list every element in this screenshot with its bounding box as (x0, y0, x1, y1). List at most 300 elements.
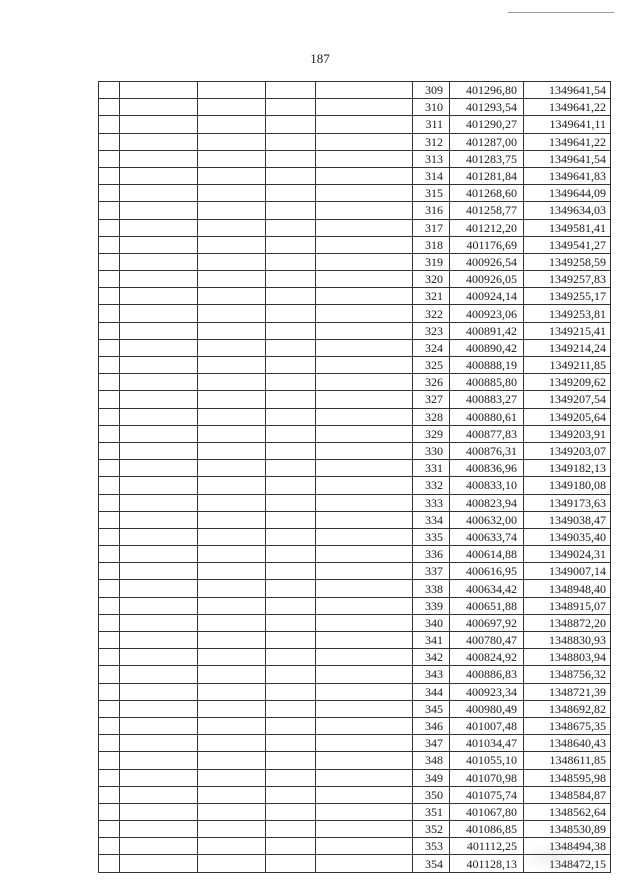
x-coordinate-cell: 400891,42 (450, 322, 524, 339)
point-number-cell: 336 (413, 546, 450, 563)
empty-cell (316, 99, 413, 116)
point-number-cell: 334 (413, 511, 450, 528)
empty-cell (120, 838, 198, 855)
point-number-cell: 323 (413, 322, 450, 339)
empty-cell (316, 563, 413, 580)
empty-cell (99, 339, 120, 356)
empty-cell (266, 511, 316, 528)
x-coordinate-cell: 400634,42 (450, 580, 524, 597)
x-coordinate-cell: 400876,31 (450, 442, 524, 459)
empty-cell (266, 116, 316, 133)
table-row (99, 752, 611, 769)
empty-cell (120, 803, 198, 820)
point-number-cell: 312 (413, 133, 450, 150)
x-coordinate-cell: 401128,13 (450, 855, 524, 872)
empty-cell (198, 803, 266, 820)
empty-cell (99, 167, 120, 184)
empty-cell (198, 838, 266, 855)
point-number-cell: 330 (413, 442, 450, 459)
empty-cell (316, 425, 413, 442)
empty-cell (120, 460, 198, 477)
empty-cell (198, 546, 266, 563)
point-number-cell: 320 (413, 271, 450, 288)
empty-cell (266, 803, 316, 820)
empty-cell (266, 700, 316, 717)
empty-cell (266, 253, 316, 270)
empty-cell (99, 99, 120, 116)
point-number-cell: 328 (413, 408, 450, 425)
point-number-cell: 315 (413, 185, 450, 202)
empty-cell (99, 563, 120, 580)
empty-cell (99, 236, 120, 253)
table-row (99, 82, 611, 99)
x-coordinate-cell: 400890,42 (450, 339, 524, 356)
scan-smudge (520, 842, 590, 872)
empty-cell (120, 202, 198, 219)
empty-cell (316, 374, 413, 391)
table-row (99, 322, 611, 339)
x-coordinate-cell: 400923,06 (450, 305, 524, 322)
empty-cell (198, 649, 266, 666)
empty-cell (198, 425, 266, 442)
y-coordinate-cell: 1348872,20 (524, 614, 611, 631)
empty-cell (266, 769, 316, 786)
table-row (99, 494, 611, 511)
x-coordinate-cell: 400632,00 (450, 511, 524, 528)
empty-cell (99, 442, 120, 459)
point-number-cell: 337 (413, 563, 450, 580)
empty-cell (99, 528, 120, 545)
y-coordinate-cell: 1349203,07 (524, 442, 611, 459)
empty-cell (198, 219, 266, 236)
empty-cell (316, 322, 413, 339)
table-row (99, 632, 611, 649)
x-coordinate-cell: 401287,00 (450, 133, 524, 150)
empty-cell (316, 477, 413, 494)
point-number-cell: 318 (413, 236, 450, 253)
table-row (99, 374, 611, 391)
point-number-cell: 350 (413, 786, 450, 803)
empty-cell (316, 116, 413, 133)
y-coordinate-cell: 1348595,98 (524, 769, 611, 786)
empty-cell (120, 99, 198, 116)
point-number-cell: 344 (413, 683, 450, 700)
empty-cell (198, 202, 266, 219)
empty-cell (266, 735, 316, 752)
table-row (99, 150, 611, 167)
empty-cell (99, 202, 120, 219)
empty-cell (266, 236, 316, 253)
empty-cell (99, 683, 120, 700)
point-number-cell: 322 (413, 305, 450, 322)
empty-cell (99, 855, 120, 872)
empty-cell (198, 855, 266, 872)
point-number-cell: 327 (413, 391, 450, 408)
empty-cell (120, 563, 198, 580)
empty-cell (316, 82, 413, 99)
empty-cell (316, 683, 413, 700)
x-coordinate-cell: 400886,83 (450, 666, 524, 683)
empty-cell (316, 271, 413, 288)
table-row (99, 116, 611, 133)
empty-cell (316, 150, 413, 167)
x-coordinate-cell: 400980,49 (450, 700, 524, 717)
empty-cell (266, 339, 316, 356)
empty-cell (120, 185, 198, 202)
empty-cell (99, 614, 120, 631)
empty-cell (99, 752, 120, 769)
table-row (99, 769, 611, 786)
x-coordinate-cell: 400880,61 (450, 408, 524, 425)
y-coordinate-cell: 1348611,85 (524, 752, 611, 769)
x-coordinate-cell: 401034,47 (450, 735, 524, 752)
table-row (99, 460, 611, 477)
table-row (99, 305, 611, 322)
table-row (99, 357, 611, 374)
empty-cell (120, 305, 198, 322)
empty-cell (266, 82, 316, 99)
x-coordinate-cell: 401258,77 (450, 202, 524, 219)
empty-cell (120, 494, 198, 511)
empty-cell (198, 236, 266, 253)
empty-cell (198, 735, 266, 752)
x-coordinate-cell: 400823,94 (450, 494, 524, 511)
y-coordinate-cell: 1349258,59 (524, 253, 611, 270)
empty-cell (266, 477, 316, 494)
x-coordinate-cell: 401212,20 (450, 219, 524, 236)
point-number-cell: 346 (413, 717, 450, 734)
empty-cell (316, 408, 413, 425)
table-row (99, 528, 611, 545)
empty-cell (266, 666, 316, 683)
y-coordinate-cell: 1349024,31 (524, 546, 611, 563)
x-coordinate-cell: 400883,27 (450, 391, 524, 408)
y-coordinate-cell: 1349215,41 (524, 322, 611, 339)
empty-cell (99, 408, 120, 425)
empty-cell (198, 460, 266, 477)
table-row (99, 511, 611, 528)
empty-cell (266, 546, 316, 563)
point-number-cell: 341 (413, 632, 450, 649)
empty-cell (99, 838, 120, 855)
empty-cell (266, 821, 316, 838)
point-number-cell: 333 (413, 494, 450, 511)
empty-cell (99, 219, 120, 236)
empty-cell (120, 546, 198, 563)
x-coordinate-cell: 401055,10 (450, 752, 524, 769)
empty-cell (198, 322, 266, 339)
empty-cell (266, 632, 316, 649)
empty-cell (99, 632, 120, 649)
point-number-cell: 335 (413, 528, 450, 545)
empty-cell (316, 803, 413, 820)
x-coordinate-cell: 401268,60 (450, 185, 524, 202)
x-coordinate-cell: 400877,83 (450, 425, 524, 442)
empty-cell (266, 357, 316, 374)
empty-cell (99, 786, 120, 803)
y-coordinate-cell: 1349253,81 (524, 305, 611, 322)
point-number-cell: 319 (413, 253, 450, 270)
y-coordinate-cell: 1349641,54 (524, 150, 611, 167)
empty-cell (316, 391, 413, 408)
y-coordinate-cell: 1349035,40 (524, 528, 611, 545)
empty-cell (99, 700, 120, 717)
table-row (99, 580, 611, 597)
empty-cell (316, 511, 413, 528)
empty-cell (120, 649, 198, 666)
empty-cell (198, 391, 266, 408)
empty-cell (99, 597, 120, 614)
empty-cell (120, 855, 198, 872)
y-coordinate-cell: 1349641,22 (524, 99, 611, 116)
point-number-cell: 352 (413, 821, 450, 838)
empty-cell (120, 322, 198, 339)
empty-cell (316, 821, 413, 838)
empty-cell (120, 666, 198, 683)
empty-cell (316, 219, 413, 236)
empty-cell (266, 442, 316, 459)
empty-cell (198, 580, 266, 597)
empty-cell (99, 391, 120, 408)
y-coordinate-cell: 1349203,91 (524, 425, 611, 442)
empty-cell (198, 700, 266, 717)
y-coordinate-cell: 1348948,40 (524, 580, 611, 597)
point-number-cell: 342 (413, 649, 450, 666)
empty-cell (266, 752, 316, 769)
table-row (99, 167, 611, 184)
empty-cell (198, 821, 266, 838)
empty-cell (198, 597, 266, 614)
table-row (99, 133, 611, 150)
empty-cell (99, 546, 120, 563)
x-coordinate-cell: 400780,47 (450, 632, 524, 649)
y-coordinate-cell: 1348584,87 (524, 786, 611, 803)
empty-cell (198, 563, 266, 580)
empty-cell (198, 82, 266, 99)
x-coordinate-cell: 400888,19 (450, 357, 524, 374)
empty-cell (266, 219, 316, 236)
table-row (99, 99, 611, 116)
empty-cell (198, 99, 266, 116)
empty-cell (266, 494, 316, 511)
x-coordinate-cell: 401075,74 (450, 786, 524, 803)
y-coordinate-cell: 1348692,82 (524, 700, 611, 717)
empty-cell (198, 752, 266, 769)
empty-cell (99, 288, 120, 305)
empty-cell (316, 769, 413, 786)
y-coordinate-cell: 1349209,62 (524, 374, 611, 391)
point-number-cell: 314 (413, 167, 450, 184)
empty-cell (316, 185, 413, 202)
coordinates-table (98, 81, 611, 873)
empty-cell (266, 99, 316, 116)
y-coordinate-cell: 1348803,94 (524, 649, 611, 666)
empty-cell (120, 374, 198, 391)
point-number-cell: 347 (413, 735, 450, 752)
empty-cell (198, 374, 266, 391)
y-coordinate-cell: 1348562,64 (524, 803, 611, 820)
table-row (99, 597, 611, 614)
x-coordinate-cell: 401296,80 (450, 82, 524, 99)
table-row (99, 700, 611, 717)
empty-cell (316, 855, 413, 872)
table-row (99, 271, 611, 288)
empty-cell (120, 167, 198, 184)
empty-cell (266, 305, 316, 322)
point-number-cell: 311 (413, 116, 450, 133)
empty-cell (99, 116, 120, 133)
point-number-cell: 329 (413, 425, 450, 442)
x-coordinate-cell: 400697,92 (450, 614, 524, 631)
table-row (99, 821, 611, 838)
empty-cell (198, 357, 266, 374)
y-coordinate-cell: 1348472,15 (524, 855, 611, 872)
empty-cell (99, 253, 120, 270)
y-coordinate-cell: 1349581,41 (524, 219, 611, 236)
point-number-cell: 339 (413, 597, 450, 614)
empty-cell (99, 717, 120, 734)
point-number-cell: 324 (413, 339, 450, 356)
empty-cell (198, 683, 266, 700)
point-number-cell: 340 (413, 614, 450, 631)
x-coordinate-cell: 400836,96 (450, 460, 524, 477)
empty-cell (316, 528, 413, 545)
empty-cell (316, 357, 413, 374)
point-number-cell: 353 (413, 838, 450, 855)
table-row (99, 717, 611, 734)
empty-cell (316, 546, 413, 563)
empty-cell (99, 649, 120, 666)
page-number: 187 (310, 51, 330, 66)
y-coordinate-cell: 1348756,32 (524, 666, 611, 683)
empty-cell (266, 855, 316, 872)
empty-cell (99, 305, 120, 322)
table-row (99, 666, 611, 683)
table-row (99, 391, 611, 408)
table-row (99, 563, 611, 580)
empty-cell (316, 666, 413, 683)
empty-cell (120, 425, 198, 442)
empty-cell (99, 460, 120, 477)
x-coordinate-cell: 400651,88 (450, 597, 524, 614)
x-coordinate-cell: 400824,92 (450, 649, 524, 666)
empty-cell (198, 253, 266, 270)
empty-cell (316, 305, 413, 322)
x-coordinate-cell: 401293,54 (450, 99, 524, 116)
point-number-cell: 332 (413, 477, 450, 494)
y-coordinate-cell: 1349007,14 (524, 563, 611, 580)
empty-cell (198, 786, 266, 803)
empty-cell (120, 614, 198, 631)
point-number-cell: 326 (413, 374, 450, 391)
empty-cell (266, 425, 316, 442)
empty-cell (120, 408, 198, 425)
x-coordinate-cell: 400614,88 (450, 546, 524, 563)
empty-cell (266, 150, 316, 167)
empty-cell (316, 442, 413, 459)
x-coordinate-cell: 401281,84 (450, 167, 524, 184)
empty-cell (316, 838, 413, 855)
y-coordinate-cell: 1349641,22 (524, 133, 611, 150)
table-row (99, 803, 611, 820)
empty-cell (198, 288, 266, 305)
empty-cell (198, 408, 266, 425)
empty-cell (316, 339, 413, 356)
empty-cell (198, 769, 266, 786)
empty-cell (120, 288, 198, 305)
x-coordinate-cell: 401070,98 (450, 769, 524, 786)
x-coordinate-cell: 401086,85 (450, 821, 524, 838)
empty-cell (99, 494, 120, 511)
empty-cell (198, 528, 266, 545)
empty-cell (316, 700, 413, 717)
empty-cell (120, 236, 198, 253)
y-coordinate-cell: 1349641,54 (524, 82, 611, 99)
empty-cell (316, 167, 413, 184)
empty-cell (120, 150, 198, 167)
y-coordinate-cell: 1349180,08 (524, 477, 611, 494)
empty-cell (198, 717, 266, 734)
empty-cell (120, 528, 198, 545)
y-coordinate-cell: 1349255,17 (524, 288, 611, 305)
point-number-cell: 317 (413, 219, 450, 236)
y-coordinate-cell: 1349207,54 (524, 391, 611, 408)
empty-cell (198, 494, 266, 511)
empty-cell (266, 838, 316, 855)
x-coordinate-cell: 400633,74 (450, 528, 524, 545)
table-row (99, 288, 611, 305)
point-number-cell: 321 (413, 288, 450, 305)
y-coordinate-cell: 1349541,27 (524, 236, 611, 253)
point-number-cell: 338 (413, 580, 450, 597)
table-row (99, 683, 611, 700)
empty-cell (120, 786, 198, 803)
y-coordinate-cell: 1349211,85 (524, 357, 611, 374)
empty-cell (266, 391, 316, 408)
empty-cell (198, 511, 266, 528)
x-coordinate-cell: 400833,10 (450, 477, 524, 494)
empty-cell (99, 374, 120, 391)
table-row (99, 614, 611, 631)
empty-cell (266, 717, 316, 734)
empty-cell (120, 133, 198, 150)
empty-cell (316, 580, 413, 597)
empty-cell (120, 219, 198, 236)
x-coordinate-cell: 400885,80 (450, 374, 524, 391)
empty-cell (266, 460, 316, 477)
empty-cell (99, 666, 120, 683)
table-row (99, 546, 611, 563)
empty-cell (266, 528, 316, 545)
x-coordinate-cell: 400616,95 (450, 563, 524, 580)
empty-cell (120, 735, 198, 752)
y-coordinate-cell: 1349257,83 (524, 271, 611, 288)
empty-cell (266, 202, 316, 219)
point-number-cell: 349 (413, 769, 450, 786)
empty-cell (99, 769, 120, 786)
empty-cell (316, 236, 413, 253)
empty-cell (120, 253, 198, 270)
empty-cell (198, 271, 266, 288)
empty-cell (198, 614, 266, 631)
empty-cell (120, 477, 198, 494)
empty-cell (120, 357, 198, 374)
table-row (99, 735, 611, 752)
empty-cell (266, 408, 316, 425)
empty-cell (266, 322, 316, 339)
empty-cell (316, 717, 413, 734)
empty-cell (120, 700, 198, 717)
